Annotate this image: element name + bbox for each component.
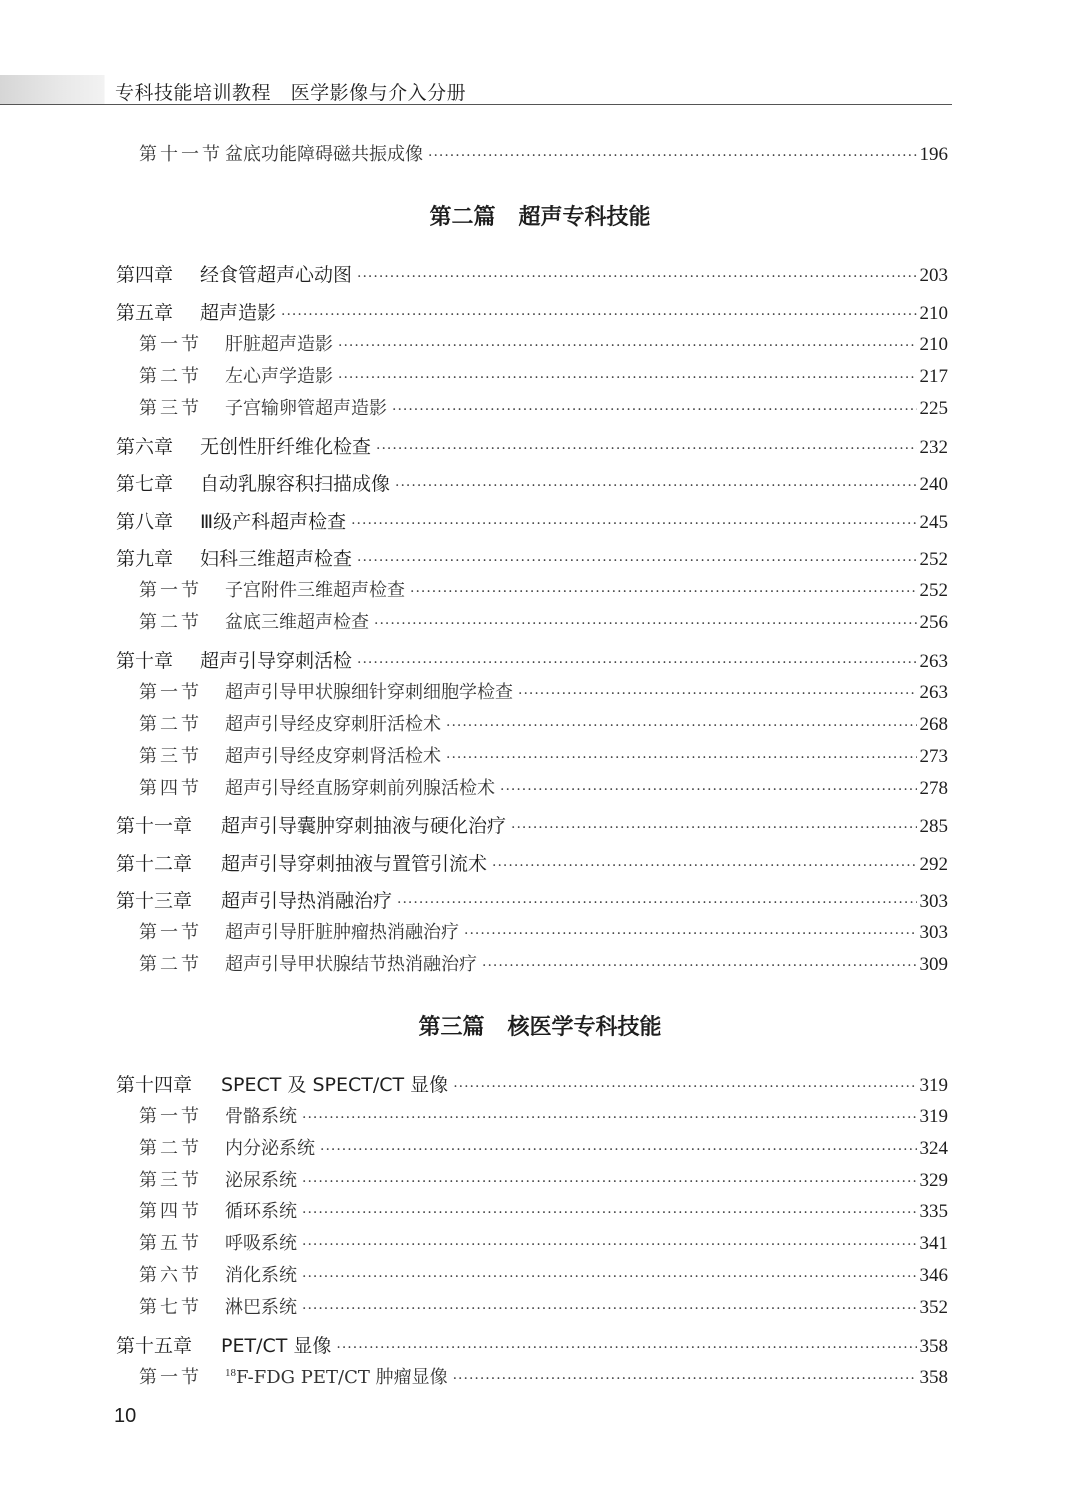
dot-leader [511, 820, 916, 836]
toc-entry-number: 第十一节 [139, 144, 223, 165]
toc-entry-number: 第五章 [116, 302, 174, 324]
toc-entry-number: 第一节 [139, 1367, 202, 1388]
isotope-superscript: 18 [225, 1367, 236, 1379]
toc-page-number: 210 [919, 334, 948, 355]
toc-section-row[interactable] [139, 362, 948, 390]
toc-entry-title: PET/CT 显像 [221, 1335, 332, 1357]
toc-page-number: 245 [919, 512, 948, 533]
toc-page-number: 273 [919, 746, 948, 767]
dot-leader [351, 516, 916, 532]
dot-leader [464, 926, 917, 942]
toc-entry-title: 左心声学造影 [225, 366, 333, 387]
toc-entry-number: 第七节 [139, 1297, 202, 1318]
toc-chapter-row[interactable] [116, 849, 948, 877]
toc-page-number: 232 [919, 437, 948, 458]
toc-chapter-row[interactable] [116, 886, 948, 914]
toc-page-number: 210 [919, 303, 948, 324]
toc-entry-title: 子宫输卵管超声造影 [225, 398, 387, 419]
toc-entry-title: 超声引导经皮穿刺肾活检术 [225, 746, 441, 767]
toc-entry-title: 消化系统 [225, 1265, 297, 1286]
toc-section-row[interactable] [139, 1197, 948, 1225]
toc-chapter-row[interactable] [116, 298, 948, 326]
toc-chapter-row[interactable] [116, 1331, 948, 1359]
toc-entry-title: 超声引导热消融治疗 [221, 890, 393, 912]
toc-entry-title: 盆底功能障碍磁共振成像 [225, 144, 423, 165]
toc-entry-number: 第六节 [139, 1265, 202, 1286]
dot-leader [336, 1340, 916, 1356]
dot-leader [338, 370, 917, 386]
toc-page-number: 346 [919, 1265, 948, 1286]
toc-chapter-row[interactable] [116, 260, 948, 288]
toc-section-row[interactable] [139, 1166, 948, 1194]
toc-page-number: 252 [919, 580, 948, 601]
toc-entry-title: 妇科三维超声检查 [200, 548, 353, 570]
toc-section-row[interactable] [139, 140, 948, 168]
toc-entry-number: 第十章 [116, 650, 174, 672]
dot-leader [395, 478, 916, 494]
toc-page-number: 225 [919, 398, 948, 419]
toc-entry-title-text: F-FDG PET/CT 肿瘤显像 [236, 1367, 448, 1388]
dot-leader [357, 553, 916, 569]
dot-leader [357, 655, 916, 671]
toc-entry-number: 第一节 [139, 1106, 202, 1127]
toc-entry-title: 淋巴系统 [225, 1297, 297, 1318]
dot-leader [281, 307, 916, 323]
toc-chapter-row[interactable] [116, 469, 948, 497]
running-header: 专科技能培训教程 医学影像与介入分册 [115, 82, 467, 104]
toc-page-number: 240 [919, 474, 948, 495]
toc-entry-title: 超声引导囊肿穿刺抽液与硬化治疗 [221, 815, 507, 837]
toc-page-number: 319 [919, 1075, 948, 1096]
toc-page-number: 324 [919, 1138, 948, 1159]
dot-leader [518, 686, 917, 702]
toc-entry-number: 第二节 [139, 1138, 202, 1159]
toc-entry-title: 超声引导经皮穿刺肝活检术 [225, 714, 441, 735]
toc-entry-title: 呼吸系统 [225, 1233, 297, 1254]
toc-chapter-row[interactable] [116, 507, 948, 535]
toc-page-number: 335 [919, 1201, 948, 1222]
dot-leader [397, 895, 916, 911]
dot-leader [453, 1371, 917, 1387]
toc-section-row[interactable] [139, 774, 948, 802]
toc-entry-title: 盆底三维超声检查 [225, 612, 369, 633]
toc-section-row[interactable] [139, 330, 948, 358]
toc-page-number: 352 [919, 1297, 948, 1318]
toc-page-number: 256 [919, 612, 948, 633]
dot-leader [357, 269, 916, 285]
toc-entry-number: 第二节 [139, 714, 202, 735]
toc-section-row[interactable] [139, 710, 948, 738]
dot-leader [482, 958, 917, 974]
toc-page-number: 303 [919, 922, 948, 943]
toc-entry-number: 第四节 [139, 778, 202, 799]
toc-page-number: 329 [919, 1170, 948, 1191]
toc-page-number: 285 [919, 816, 948, 837]
toc-entry-title: 超声引导穿刺活检 [200, 650, 353, 672]
dot-leader [492, 858, 916, 874]
toc-entry-number: 第五节 [139, 1233, 202, 1254]
toc-page-number: 203 [919, 265, 948, 286]
toc-entry-title: 自动乳腺容积扫描成像 [200, 473, 391, 495]
dot-leader [302, 1301, 917, 1317]
toc-page-number: 309 [919, 954, 948, 975]
toc-entry-title: 超声造影 [200, 302, 277, 324]
toc-section-row[interactable] [139, 950, 948, 978]
dot-leader [410, 584, 917, 600]
toc-entry-number: 第二节 [139, 954, 202, 975]
toc-page-number: 278 [919, 778, 948, 799]
toc-entry-title: 循环系统 [225, 1201, 297, 1222]
toc-section-row[interactable] [139, 742, 948, 770]
toc-entry-number: 第三节 [139, 1170, 202, 1191]
dot-leader [320, 1142, 917, 1158]
toc-entry-number: 第三节 [139, 746, 202, 767]
toc-entry-number: 第六章 [116, 436, 174, 458]
toc-entry-title: 超声引导穿刺抽液与置管引流术 [221, 853, 488, 875]
toc-entry-title: SPECT 及 SPECT/CT 显像 [221, 1074, 449, 1096]
toc-entry-title: 超声引导甲状腺结节热消融治疗 [225, 954, 477, 975]
toc-chapter-row[interactable] [116, 544, 948, 572]
toc-entry-number: 第十一章 [116, 815, 193, 837]
toc-entry-number: 第二节 [139, 366, 202, 387]
toc-entry-title: 骨骼系统 [225, 1106, 297, 1127]
toc-chapter-row[interactable] [116, 646, 948, 674]
toc-entry-number: 第一节 [139, 682, 202, 703]
toc-entry-number: 第二节 [139, 612, 202, 633]
dot-leader [500, 782, 917, 798]
toc-entry-number: 第三节 [139, 398, 202, 419]
dot-leader [302, 1205, 917, 1221]
toc-entry-number: 第四节 [139, 1201, 202, 1222]
toc-entry-number: 第一节 [139, 334, 202, 355]
toc-section-row[interactable] [139, 1261, 948, 1289]
toc-section-row[interactable] [139, 918, 948, 946]
dot-leader [453, 1079, 916, 1095]
toc-page-number: 196 [919, 144, 948, 165]
toc-section-row[interactable] [139, 394, 948, 422]
toc-entry-title: 超声引导甲状腺细针穿刺细胞学检查 [225, 682, 513, 703]
toc-entry-title: 泌尿系统 [225, 1170, 297, 1191]
toc-entry-number: 第一节 [139, 580, 202, 601]
toc-entry-number: 第九章 [116, 548, 174, 570]
toc-entry-title: Ⅲ级产科超声检查 [200, 511, 347, 533]
toc-entry-title: 子宫附件三维超声检查 [225, 580, 405, 601]
toc-entry-number: 第十五章 [116, 1335, 193, 1357]
dot-leader [428, 148, 917, 164]
dot-leader [338, 338, 917, 354]
toc-page-number: 217 [919, 366, 948, 387]
toc-chapter-row[interactable] [116, 811, 948, 839]
toc-chapter-row[interactable] [116, 1070, 948, 1098]
dot-leader [446, 718, 917, 734]
toc-page-number: 303 [919, 891, 948, 912]
dot-leader [302, 1269, 917, 1285]
toc-entry-number: 第十二章 [116, 853, 193, 875]
toc-page-number: 358 [919, 1336, 948, 1357]
dot-leader [302, 1174, 917, 1190]
toc-entry-number: 第七章 [116, 473, 174, 495]
dot-leader [392, 402, 917, 418]
toc-entry-number: 第一节 [139, 922, 202, 943]
toc-entry-title: 肝脏超声造影 [225, 334, 333, 355]
toc-entry-title: 内分泌系统 [225, 1138, 315, 1159]
toc-entry-title: 超声引导肝脏肿瘤热消融治疗 [225, 922, 459, 943]
toc-entry-number: 第四章 [116, 264, 174, 286]
toc-entry-number: 第十四章 [116, 1074, 193, 1096]
toc-page-number: 252 [919, 549, 948, 570]
toc-entry-number: 第十三章 [116, 890, 193, 912]
dot-leader [302, 1110, 917, 1126]
toc-page-number: 292 [919, 854, 948, 875]
toc-entry-number: 第八章 [116, 511, 174, 533]
toc-page-number: 358 [919, 1367, 948, 1388]
toc-entry-title: 无创性肝纤维化检查 [200, 436, 372, 458]
toc-page-number: 263 [919, 682, 948, 703]
dot-leader [374, 616, 917, 632]
toc-section-row[interactable] [139, 1363, 948, 1391]
toc-section-row[interactable] [139, 678, 948, 706]
toc-section-row[interactable] [139, 1293, 948, 1321]
toc-page-number: 319 [919, 1106, 948, 1127]
toc-section-row[interactable] [139, 1102, 948, 1130]
dot-leader [376, 441, 916, 457]
toc-section-row[interactable] [139, 576, 948, 604]
page-number: 10 [114, 1405, 137, 1427]
toc-chapter-row[interactable] [116, 432, 948, 460]
toc-page-number: 341 [919, 1233, 948, 1254]
toc-entry-title: 经食管超声心动图 [200, 264, 353, 286]
toc-section-row[interactable] [139, 1134, 948, 1162]
dot-leader [302, 1237, 917, 1253]
toc-page-number: 268 [919, 714, 948, 735]
dot-leader [446, 750, 917, 766]
part-title: 第三篇 核医学专科技能 [418, 1015, 662, 1040]
part-title: 第二篇 超声专科技能 [429, 205, 651, 230]
toc-section-row[interactable] [139, 1229, 948, 1257]
toc-entry-title [225, 1363, 450, 1389]
toc-section-row[interactable] [139, 608, 948, 636]
toc-entry-title: 超声引导经直肠穿刺前列腺活检术 [225, 778, 495, 799]
toc-page-number: 263 [919, 651, 948, 672]
